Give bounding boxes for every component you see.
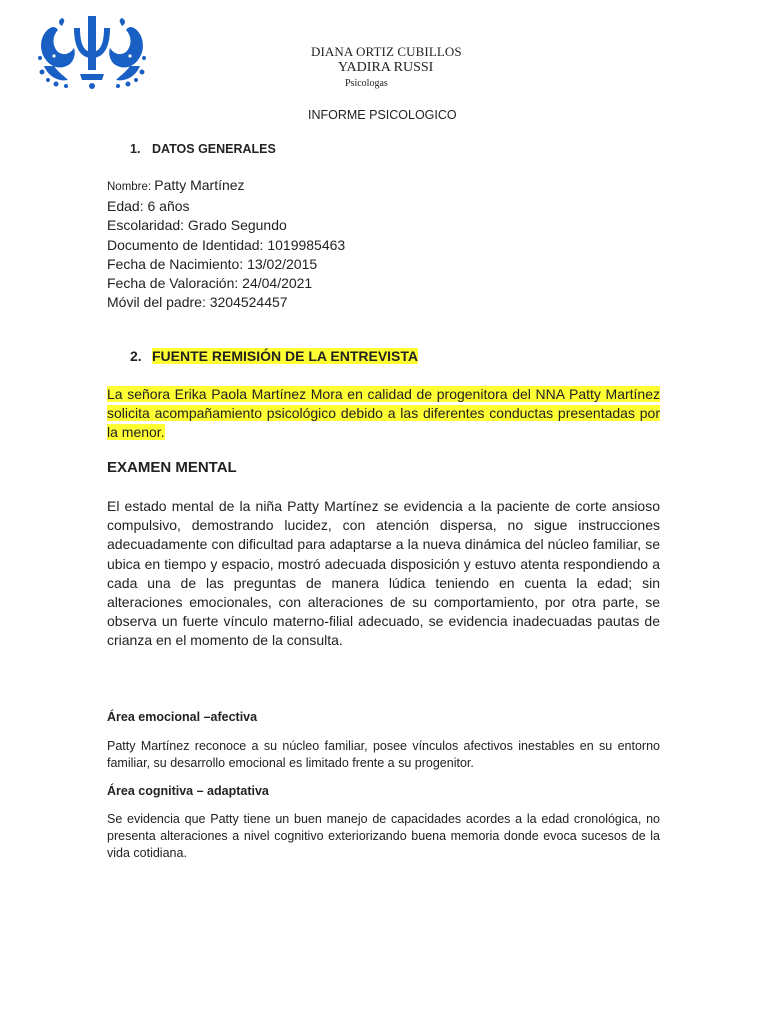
- area-emocional-text: Patty Martínez reconoce a su núcleo familiar, posee vínculos afectivos inestables en su entorno familiar, su desarrollo emocional es limitado frente a su progenitor.: [107, 739, 660, 770]
- general-data-block: [107, 176, 345, 312]
- field-valoracion: Fecha de Valoración: 24/04/2021: [107, 275, 313, 292]
- report-title: INFORME PSICOLOGICO: [308, 108, 457, 122]
- section-1-heading: [130, 142, 276, 156]
- section-2-title: FUENTE REMISIÓN DE LA ENTREVISTA: [152, 348, 419, 364]
- field-nombre-value: Patty Martínez: [154, 177, 245, 193]
- psi-logo-icon: [36, 10, 148, 92]
- field-nombre-label: Nombre:: [107, 181, 155, 193]
- field-movil: Móvil del padre: 3204524457: [107, 294, 288, 311]
- area-emocional-title: Área emocional –afectiva: [107, 710, 258, 724]
- field-edad: Edad: 6 años: [107, 198, 190, 215]
- area-cognitiva-title: Área cognitiva – adaptativa: [107, 784, 269, 798]
- psychologist-name-2: YADIRA RUSSI: [338, 60, 434, 75]
- psychologist-name-1: DIANA ORTIZ CUBILLOS: [311, 44, 462, 59]
- field-nacimiento: Fecha de Nacimiento: 13/02/2015: [107, 255, 318, 272]
- remision-paragraph: [107, 385, 660, 443]
- examen-mental-title: EXAMEN MENTAL: [107, 459, 237, 476]
- psychologist-role: Psicologas: [345, 78, 388, 89]
- field-nombre: [107, 176, 345, 197]
- section-1-number: 1.: [130, 142, 141, 156]
- field-escolaridad: Escolaridad: Grado Segundo: [107, 217, 287, 234]
- field-documento: Documento de Identidad: 1019985463: [107, 236, 346, 253]
- examen-mental-text: El estado mental de la niña Patty Martínez se evidencia a la paciente de corte ansioso compulsivo, demostrando lucidez, con atención dispersa, no sigue instrucciones adecuadamente con dificultad para adaptarse a la nueva dinámica del núcleo familiar, se ubica en tiempo y espacio, mostró adecuada disposición y estuvo atenta respondiendo a cada una de las preguntas de manera lúdica teniendo en cuenta la edad; sin alteraciones emocionales, con alteraciones de su comportamiento, por otra parte, se observa un fuerte vínculo materno-filial adecuado, se evidencia inadecuadas pautas de crianza en el momento de la consulta.: [107, 498, 660, 649]
- remision-text: La señora Erika Paola Martínez Mora en calidad de progenitora del NNA Patty Martínez solicita acompañamiento psicológico debido a las diferentes conductas presentadas por la menor.: [107, 386, 660, 441]
- section-1-title: DATOS GENERALES: [152, 142, 276, 156]
- area-cognitiva-text: Se evidencia que Patty tiene un buen manejo de capacidades acordes a la edad cronológica, no presenta alteraciones a nivel cognitivo exteriorizando buena memoria donde evoca sucesos de la vida cotidiana.: [107, 812, 660, 860]
- section-2-number: 2.: [130, 348, 142, 364]
- section-2-heading: [130, 348, 418, 364]
